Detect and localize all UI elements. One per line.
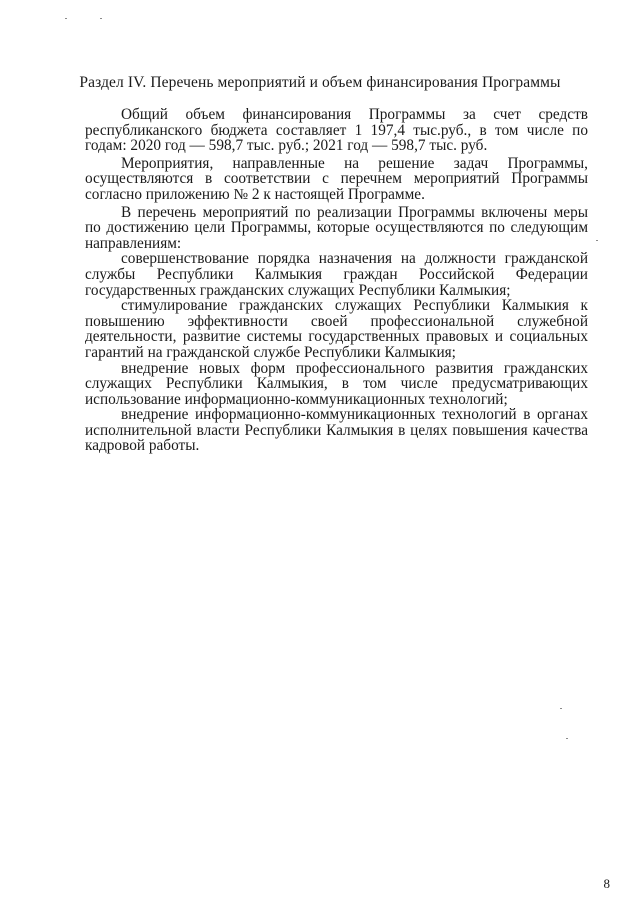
paragraph-direction-ict: внедрение информационно-коммуникационных технологий в органах исполнительной власти Республики Калмыкия в целях повышения качества кадровой работы.	[85, 406, 588, 455]
scan-artifact	[100, 18, 102, 19]
scan-artifact	[560, 708, 562, 709]
paragraph-direction-appointment: совершенствование порядка назначения на должности гражданской службы Республики Калмыкия граждан Российской Федерации государственных гражданских служащих Республики Калмыкия;	[85, 250, 588, 299]
paragraph-direction-incentives: стимулирование гражданских служащих Республики Калмыкия к повышению эффективности своей профессиональной служебной деятельности, развитие системы государственных правовых и социальных гарантий на гражданской службе Республики Калмыкия;	[85, 297, 588, 361]
section-heading: Раздел IV. Перечень мероприятий и объем финансирования Программы	[79, 74, 561, 91]
section-body	[85, 107, 588, 454]
paragraph-directions-intro: В перечень мероприятий по реализации Программы включены меры по достижению цели Программы, которые осуществляются по следующим направлениям:	[85, 203, 588, 252]
page-number: 8	[603, 876, 610, 891]
paragraph-funding: Общий объем финансирования Программы за счет средств республиканского бюджета составляет 1 197,4 тыс.руб., в том числе по годам: 2020 год — 598,7 тыс. руб.; 2021 год — 598,7 тыс. руб.	[85, 106, 588, 155]
paragraph-direction-training: внедрение новых форм профессионального развития гражданских служащих Республики Калмыкия, в том числе предусматривающих использование информационно-коммуникационных технологий;	[85, 359, 588, 408]
paragraph-measures: Мероприятия, направленные на решение задач Программы, осуществляются в соответствии с перечнем мероприятий Программы согласно приложению № 2 к настоящей Программе.	[85, 154, 588, 203]
scan-artifact	[65, 18, 67, 19]
scan-artifact	[596, 240, 598, 241]
scan-artifact	[566, 738, 568, 739]
